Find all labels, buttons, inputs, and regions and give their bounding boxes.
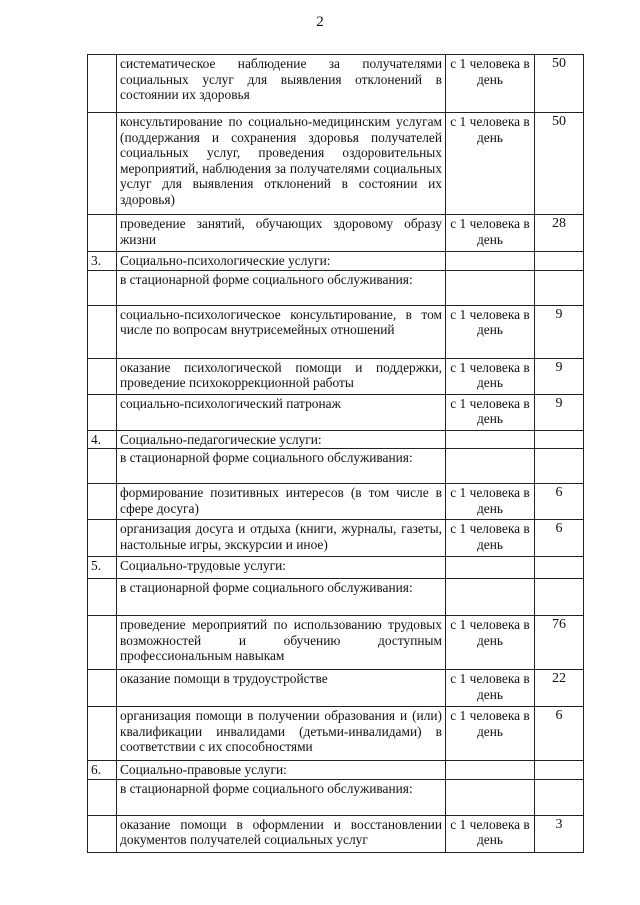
table-row	[88, 520, 584, 557]
frequency-cell	[446, 557, 535, 579]
frequency-cell: с 1 человека в день	[446, 215, 535, 252]
quantity-cell: 6	[535, 707, 584, 761]
service-name-cell: систематическое наблюдение за получателями социальных услуг для выявления отклонений в состоянии их здоровья	[117, 55, 446, 113]
quantity-cell: 9	[535, 305, 584, 358]
quantity-cell: 3	[535, 815, 584, 852]
table-row	[88, 761, 584, 780]
table-row	[88, 270, 584, 305]
table-row	[88, 707, 584, 761]
row-number-cell	[88, 305, 117, 358]
row-number-cell	[88, 113, 117, 215]
service-name-cell: консультирование по социально-медицинским услугам (поддержания и сохранения здоровья получателей социальных услуг, проведения оздоровительных мероприятий, наблюдения за получателями социальных услуг для выявления отклонений в состоянии их здоровья)	[117, 113, 446, 215]
row-number-cell	[88, 270, 117, 305]
row-number-cell	[88, 394, 117, 430]
row-number-cell	[88, 779, 117, 815]
frequency-cell: с 1 человека в день	[446, 616, 535, 670]
table-row	[88, 484, 584, 520]
service-name-cell: Социально-правовые услуги:	[117, 761, 446, 780]
frequency-cell: с 1 человека в день	[446, 113, 535, 215]
quantity-cell	[535, 270, 584, 305]
frequency-cell: с 1 человека в день	[446, 707, 535, 761]
row-number-cell	[88, 815, 117, 852]
frequency-cell	[446, 449, 535, 484]
frequency-cell	[446, 779, 535, 815]
table-row	[88, 394, 584, 430]
table-row	[88, 215, 584, 252]
page-number: 2	[316, 14, 324, 30]
row-number-cell: 4.	[88, 430, 117, 449]
frequency-cell	[446, 252, 535, 271]
frequency-cell	[446, 761, 535, 780]
service-name-cell: Социально-психологические услуги:	[117, 252, 446, 271]
service-name-cell: в стационарной форме социального обслуживания:	[117, 449, 446, 484]
quantity-cell: 50	[535, 113, 584, 215]
table-row	[88, 579, 584, 616]
quantity-cell: 28	[535, 215, 584, 252]
service-name-cell: социально-психологический патронаж	[117, 394, 446, 430]
row-number-cell: 6.	[88, 761, 117, 780]
frequency-cell	[446, 579, 535, 616]
service-name-cell: оказание помощи в трудоустройстве	[117, 670, 446, 707]
table-row	[88, 557, 584, 579]
frequency-cell: с 1 человека в день	[446, 815, 535, 852]
service-name-cell: оказание психологической помощи и поддержки, проведение психокоррекционной работы	[117, 358, 446, 394]
services-table-body	[88, 55, 584, 853]
services-table	[87, 54, 584, 853]
quantity-cell: 9	[535, 358, 584, 394]
service-name-cell: оказание помощи в оформлении и восстановлении документов получателей социальных услуг	[117, 815, 446, 852]
row-number-cell	[88, 616, 117, 670]
quantity-cell	[535, 430, 584, 449]
quantity-cell: 6	[535, 520, 584, 557]
quantity-cell: 50	[535, 55, 584, 113]
quantity-cell	[535, 557, 584, 579]
table-row	[88, 252, 584, 271]
quantity-cell	[535, 579, 584, 616]
table-row	[88, 113, 584, 215]
row-number-cell	[88, 55, 117, 113]
service-name-cell: формирование позитивных интересов (в том числе в сфере досуга)	[117, 484, 446, 520]
service-name-cell: в стационарной форме социального обслуживания:	[117, 779, 446, 815]
frequency-cell: с 1 человека в день	[446, 305, 535, 358]
table-row	[88, 358, 584, 394]
service-name-cell: проведение занятий, обучающих здоровому образу жизни	[117, 215, 446, 252]
row-number-cell	[88, 484, 117, 520]
row-number-cell	[88, 707, 117, 761]
table-row	[88, 779, 584, 815]
frequency-cell: с 1 человека в день	[446, 484, 535, 520]
frequency-cell: с 1 человека в день	[446, 520, 535, 557]
table-row	[88, 430, 584, 449]
row-number-cell	[88, 215, 117, 252]
quantity-cell	[535, 449, 584, 484]
row-number-cell	[88, 670, 117, 707]
quantity-cell: 6	[535, 484, 584, 520]
row-number-cell: 5.	[88, 557, 117, 579]
table-row	[88, 815, 584, 852]
quantity-cell	[535, 761, 584, 780]
service-name-cell: проведение мероприятий по использованию трудовых возможностей и обучению доступным профессиональным навыкам	[117, 616, 446, 670]
service-name-cell: Социально-трудовые услуги:	[117, 557, 446, 579]
table-row	[88, 616, 584, 670]
table-row	[88, 670, 584, 707]
quantity-cell: 22	[535, 670, 584, 707]
table-row	[88, 449, 584, 484]
row-number-cell	[88, 358, 117, 394]
row-number-cell	[88, 520, 117, 557]
frequency-cell: с 1 человека в день	[446, 55, 535, 113]
row-number-cell	[88, 579, 117, 616]
quantity-cell	[535, 779, 584, 815]
quantity-cell: 76	[535, 616, 584, 670]
service-name-cell: в стационарной форме социального обслуживания:	[117, 270, 446, 305]
table-row	[88, 55, 584, 113]
service-name-cell: организация досуга и отдыха (книги, журналы, газеты, настольные игры, экскурсии и иное)	[117, 520, 446, 557]
row-number-cell	[88, 449, 117, 484]
service-name-cell: социально-психологическое консультирование, в том числе по вопросам внутрисемейных отношений	[117, 305, 446, 358]
frequency-cell: с 1 человека в день	[446, 358, 535, 394]
frequency-cell: с 1 человека в день	[446, 394, 535, 430]
service-name-cell: Социально-педагогические услуги:	[117, 430, 446, 449]
service-name-cell: организация помощи в получении образования и (или) квалификации инвалидами (детьми-инвалидами) в соответствии с их способностями	[117, 707, 446, 761]
quantity-cell	[535, 252, 584, 271]
frequency-cell: с 1 человека в день	[446, 670, 535, 707]
quantity-cell: 9	[535, 394, 584, 430]
service-name-cell: в стационарной форме социального обслуживания:	[117, 579, 446, 616]
frequency-cell	[446, 270, 535, 305]
table-row	[88, 305, 584, 358]
frequency-cell	[446, 430, 535, 449]
row-number-cell: 3.	[88, 252, 117, 271]
